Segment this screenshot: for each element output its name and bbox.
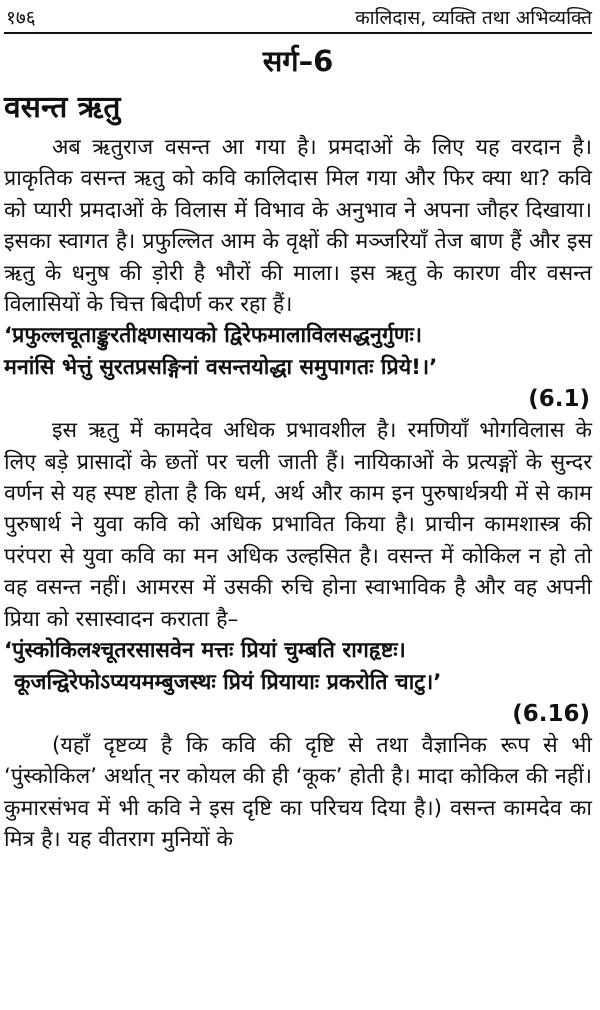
verse-1-line-2: मनांसि भेत्तुं सुरतप्रसङ्गिनां वसन्तयोद्धा समुपागतः प्रिये!।’	[4, 354, 438, 380]
paragraph-1: अब ऋतुराज वसन्त आ गया है। प्रमदाओं के लिए यह वरदान है। प्राकृतिक वसन्त ऋतु को कवि कालिदास मिल गया और फिर क्या था? कवि को प्यारी प्रमदाओं के विलास में विभाव के अनुभाव ने अपना जौहर दिखाया। इसका स्वागत है। प्रफुल्लित आम के वृक्षों की मञ्जरियाँ तेज बाण हैं और इस ऋतु के धनुष की ड़ोरी है भौरों की माला। इस ऋतु के कारण वीर वसन्त विलासियों के चित्त बिदीर्ण कर रहा हैं।	[4, 135, 592, 318]
paragraph-3: (यहाँ दृष्टव्य है कि कवि की दृष्टि से तथा वैज्ञानिक रूप से भी ‘पुंस्कोकिल’ अर्थात् नर कोयल की ही ‘कूक’ होती है। मादा कोकिल की नहीं। कुमारसंभव में भी कवि ने इस दृष्टि का परिचय दिया है।) वसन्त कामदेव का मित्र है। यह वीतराग मुनियों के	[4, 732, 592, 853]
header-rule	[4, 32, 592, 34]
running-header	[4, 0, 592, 30]
verse-2-line-2: कूजन्द्विरेफोऽप्ययमम्बुजस्थः प्रियं प्रियायाः प्रकरोति चाटु।’	[14, 669, 442, 695]
verse-2-number: (6.16)	[512, 700, 590, 727]
verse-1	[4, 320, 592, 415]
running-title: कालिदास, व्यक्ति तथा अभिव्यक्ति	[355, 7, 592, 29]
verse-1-number: (6.1)	[528, 386, 590, 413]
paragraph-2: इस ऋतु में कामदेव अधिक प्रभावशील है। रमणियाँ भोगविलास के लिए बड़े प्रासादों के छतों पर चली जाती हैं। नायिकाओं के प्रत्यङ्गों के सुन्दर वर्णन से यह स्पष्ट होता है कि धर्म, अर्थ और काम इन पुरुषार्थत्रयी में से काम पुरुषार्थ ने युवा कवि को अधिक प्रभावित किया है। प्राचीन कामशास्त्र की परंपरा से युवा कवि का मन अधिक उल्हसित है। वसन्त में कोकिल न हो तो वह वसन्त नहीं। आमरस में उसकी रुचि होना स्वाभाविक है और वह अपनी प्रिया को रसास्वादन कराता है–	[4, 418, 592, 632]
page-number: १७६	[6, 7, 36, 29]
verse-1-line-1: ‘प्रफुल्लचूताङ्कुरतीक्ष्णसायको द्विरेफमालाविलसद्धनुर्गुणः।	[4, 323, 422, 349]
verse-2	[4, 635, 592, 730]
verse-2-line-1: ‘पुंस्कोकिलश्चूतरसासवेन मत्तः प्रियां चुम्बति रागहृष्टः।	[4, 638, 406, 664]
chapter-title: सर्ग–6	[262, 44, 334, 78]
section-title: वसन्त ऋतु	[4, 90, 121, 125]
